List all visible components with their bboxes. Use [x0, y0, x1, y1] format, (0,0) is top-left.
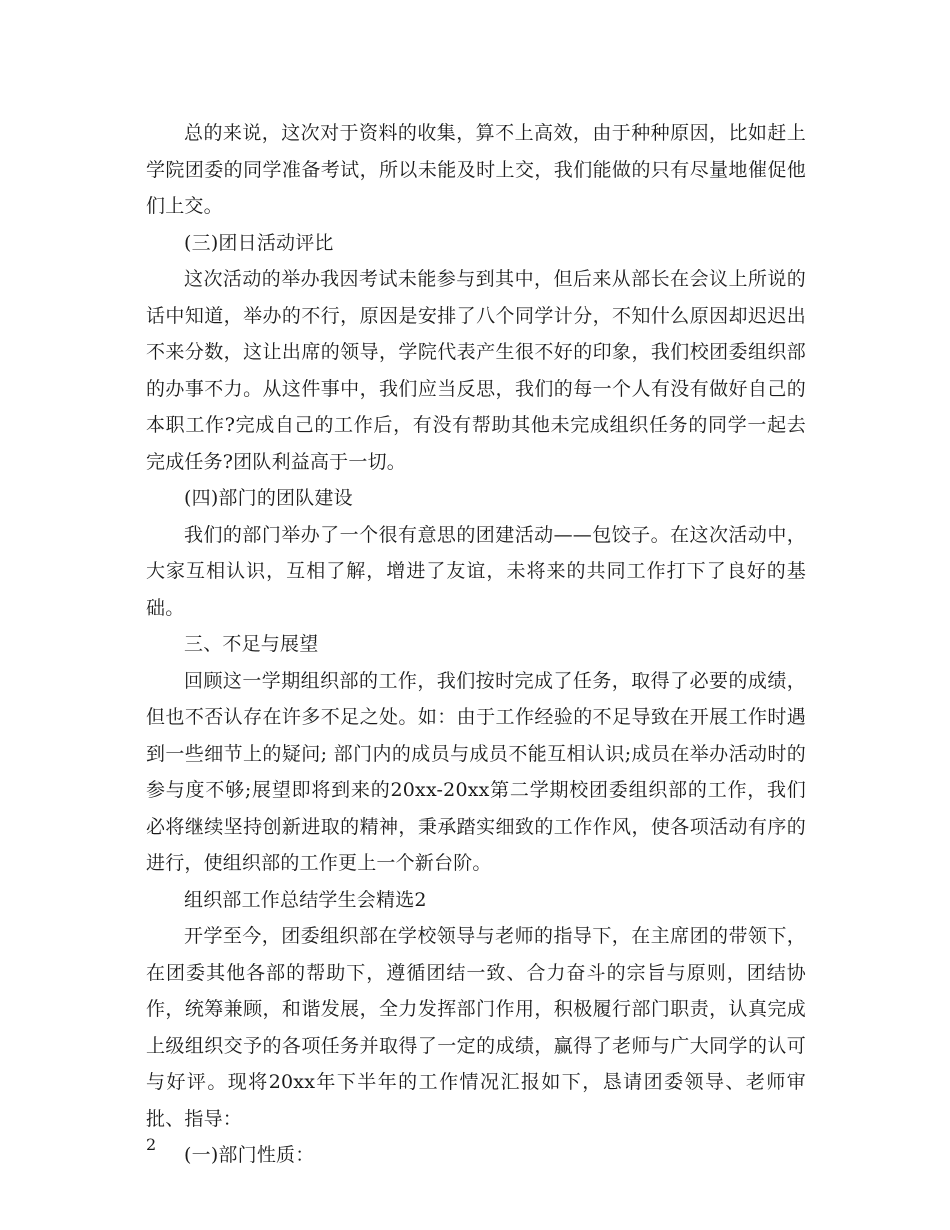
- heading-league-day-evaluation: (三)团日活动评比: [184, 231, 334, 254]
- paragraph-league-day-activity: 这次活动的举办我因考试未能参与到其中，但后来从部长在会议上所说的话中知道，举办的不行，原因是安排了八个同学计分，不知什么原因却迟迟出不来分数，这让出席的领导，学院代表产生很不好的印象，我们校团委组织部的办事不力。从这件事中，我们应当反思，我们的每一个人有没有做好自己的本职工作?完成自己的工作后，有没有帮助其他未完成组织任务的同学一起去完成任务?团队利益高于一切。: [146, 268, 806, 473]
- page-number: 2: [146, 1135, 157, 1154]
- paragraph-summary-collection: 总的来说，这次对于资料的收集，算不上高效，由于种种原因，比如赶上学院团委的同学准备考试，所以未能及时上交，我们能做的只有尽量地催促他们上交。: [146, 122, 806, 217]
- heading-team-building: (四)部门的团队建设: [184, 487, 353, 509]
- document-body: [146, 115, 806, 1174]
- paragraph-team-building: 我们的部门举办了一个很有意思的团建活动——包饺子。在这次活动中，大家互相认识，互相了解，增进了友谊，未将来的共同工作打下了良好的基础。: [146, 523, 806, 619]
- paragraph-shortcomings-outlook: 回顾这一学期组织部的工作，我们按时完成了任务，取得了必要的成绩，但也不否认存在许多不足之处。如：由于工作经验的不足导致在开展工作时遇到一些细节上的疑问; 部门内的成员与成员不能互相认识;成员在举办活动时的参与度不够;展望即将到来的20xx-20xx第二学期校团委组织部的工作，我们必将继续坚持创新进取的精神，秉承踏实细致的工作作风，使各项活动有序的进行，使组织部的工作更上一个新台阶。: [146, 669, 806, 874]
- heading-summary-selection-2: 组织部工作总结学生会精选2: [184, 888, 427, 911]
- heading-department-nature: (一)部门性质：: [184, 1144, 315, 1166]
- heading-shortcomings-outlook: 三、不足与展望: [184, 633, 319, 655]
- paragraph-semester-overview: 开学至今，团委组织部在学校领导与老师的指导下，在主席团的带领下，在团委其他各部的帮助下，遵循团结一致、合力奋斗的宗旨与原则，团结协作，统筹兼顾，和谐发展，全力发挥部门作用，积极履行部门职责，认真完成上级组织交予的各项任务并取得了一定的成绩，赢得了老师与广大同学的认可与好评。现将20xx年下半年的工作情况汇报如下，恳请团委领导、老师审批、指导：: [146, 925, 806, 1130]
